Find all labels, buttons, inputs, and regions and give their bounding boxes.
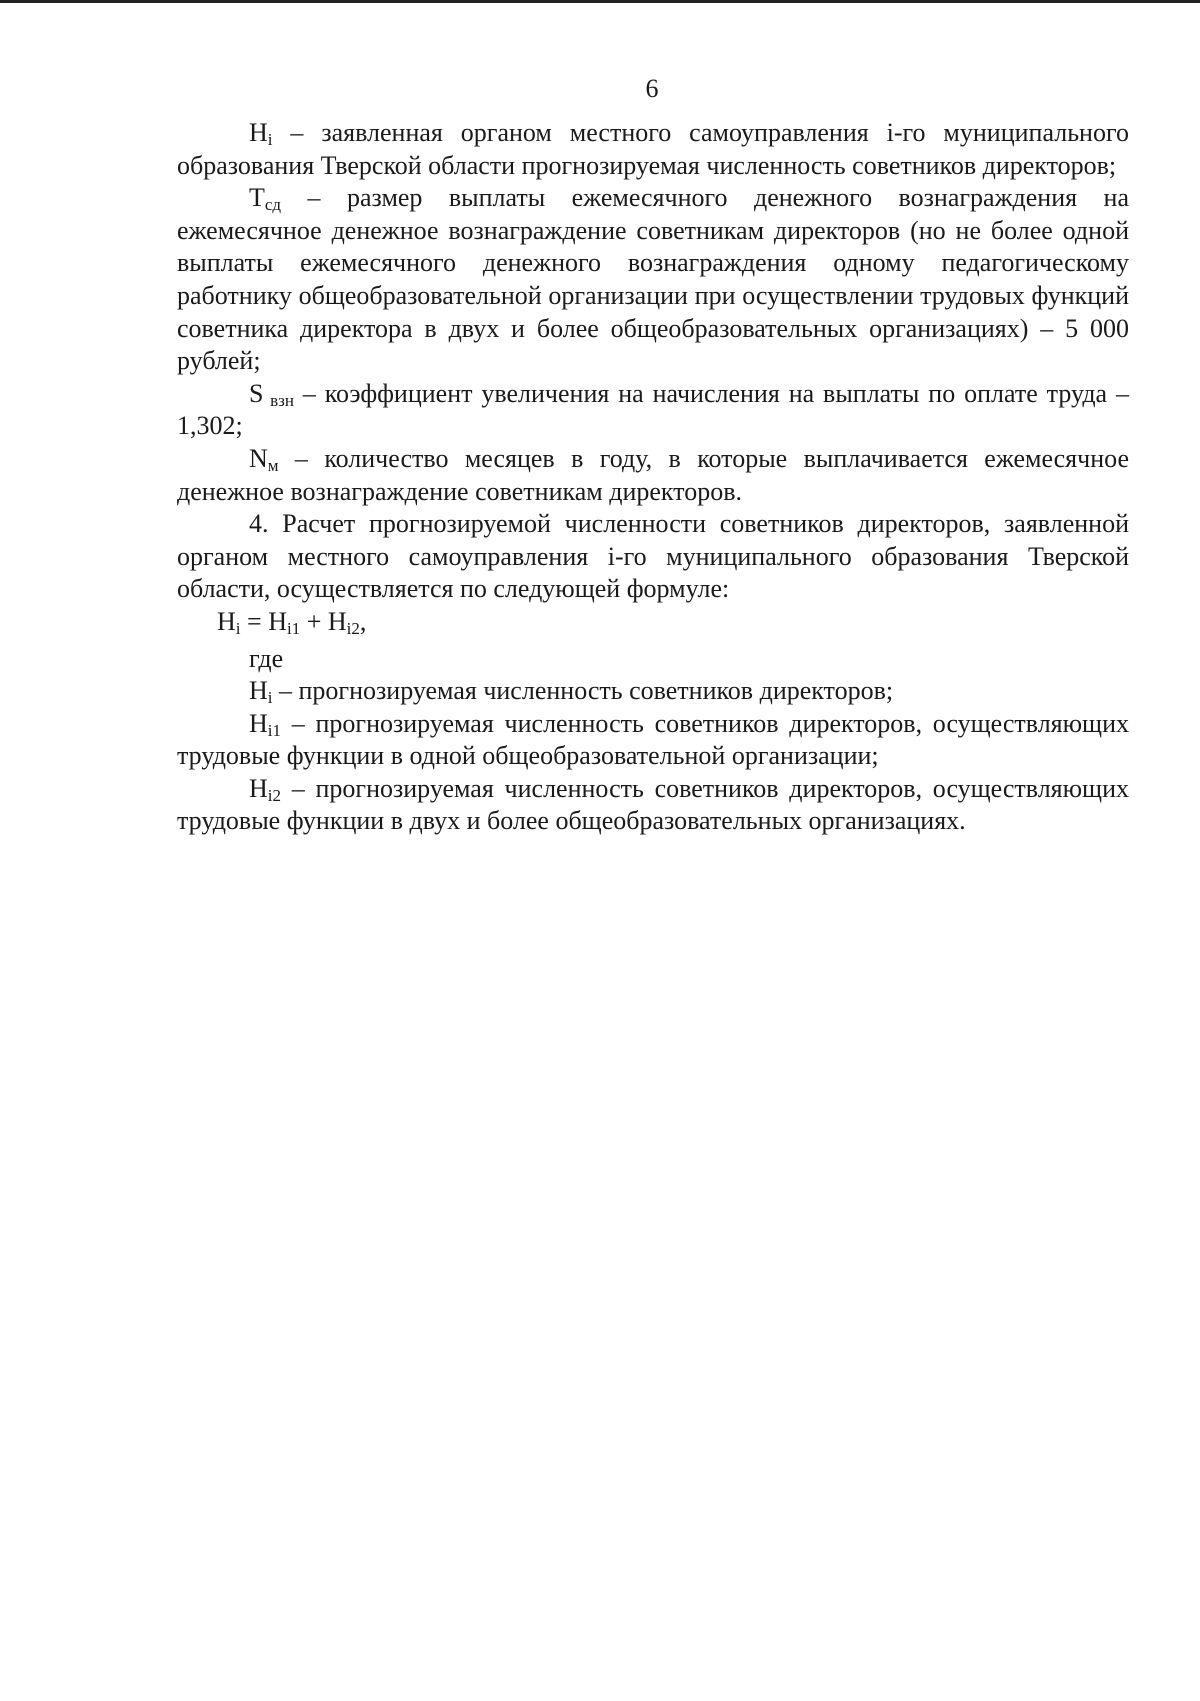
symbol: Н [249, 773, 268, 803]
formula-subscript: i [235, 618, 241, 638]
paragraph-hi2-definition [177, 773, 1129, 838]
page-number: 6 [645, 74, 659, 103]
paragraph-hi-definition [177, 117, 1129, 182]
top-border [0, 0, 1200, 3]
paragraph-hi-forecast [177, 675, 1129, 708]
paragraph-text: – прогнозируемая численность советников директоров, осуществляющих трудовые функции в двух и более общеобразовательных организациях. [177, 773, 1129, 836]
paragraph-tsd-definition [177, 182, 1129, 378]
formula [177, 606, 1129, 639]
formula-term: Н [327, 606, 347, 636]
paragraph-hi1-definition [177, 708, 1129, 773]
paragraph-text: – прогнозируемая численность советников директоров, осуществляющих трудовые функции в одной общеобразовательной организации; [177, 708, 1129, 771]
symbol-subscript: i [267, 688, 273, 708]
paragraph-nm-definition [177, 443, 1129, 508]
paragraph-section-4: 4. Расчет прогнозируемой численности советников директоров, заявленной органом местного самоуправления i-го муниципального образования Тверской области, осуществляется по следующей формуле: [177, 509, 1129, 604]
formula-plus: + [300, 606, 328, 636]
symbol: N [249, 443, 268, 473]
document-body [177, 117, 1129, 838]
symbol-subscript: i1 [267, 720, 282, 740]
formula-subscript: i2 [346, 618, 360, 638]
paragraph-text: – количество месяцев в году, в которые выплачивается ежемесячное денежное вознаграждение советникам директоров. [177, 443, 1129, 506]
symbol-subscript: м [267, 455, 279, 475]
symbol-subscript: i [267, 130, 273, 149]
paragraph-text: – размер выплаты ежемесячного денежного вознаграждения на ежемесячное денежное вознаграждение советникам директоров (но не более одной выплаты ежемесячного денежного вознаграждения одному педагогическому работнику общеобразовательной организации при осуществлении трудовых функций советника директора в двух и более общеобразовательных организациях) – 5 000 рублей; [177, 183, 1129, 376]
paragraph-svzn-definition [177, 378, 1129, 443]
symbol: Т [249, 183, 265, 213]
symbol: S [249, 378, 264, 408]
formula-term: Н [217, 606, 236, 636]
where-label: где [249, 643, 284, 673]
formula-equals: = [240, 606, 269, 636]
paragraph-text: – коэффициент увеличения на начисления на выплаты по оплате труда – 1,302; [177, 378, 1129, 441]
formula-end: , [359, 606, 367, 636]
formula-term: Н [268, 606, 287, 636]
formula-subscript: i1 [286, 618, 301, 638]
symbol-subscript: сд [264, 195, 282, 215]
symbol: Н [249, 118, 268, 147]
paragraph-text: – заявленная органом местного самоуправления i-го муниципального образования Тверской области прогнозируемая численность советников директоров; [177, 118, 1129, 180]
symbol: Н [249, 676, 268, 706]
symbol-subscript: i2 [267, 785, 282, 805]
symbol-subscript: взн [263, 390, 294, 410]
paragraph-text: – прогнозируемая численность советников директоров; [272, 676, 894, 706]
symbol: Н [249, 708, 268, 738]
